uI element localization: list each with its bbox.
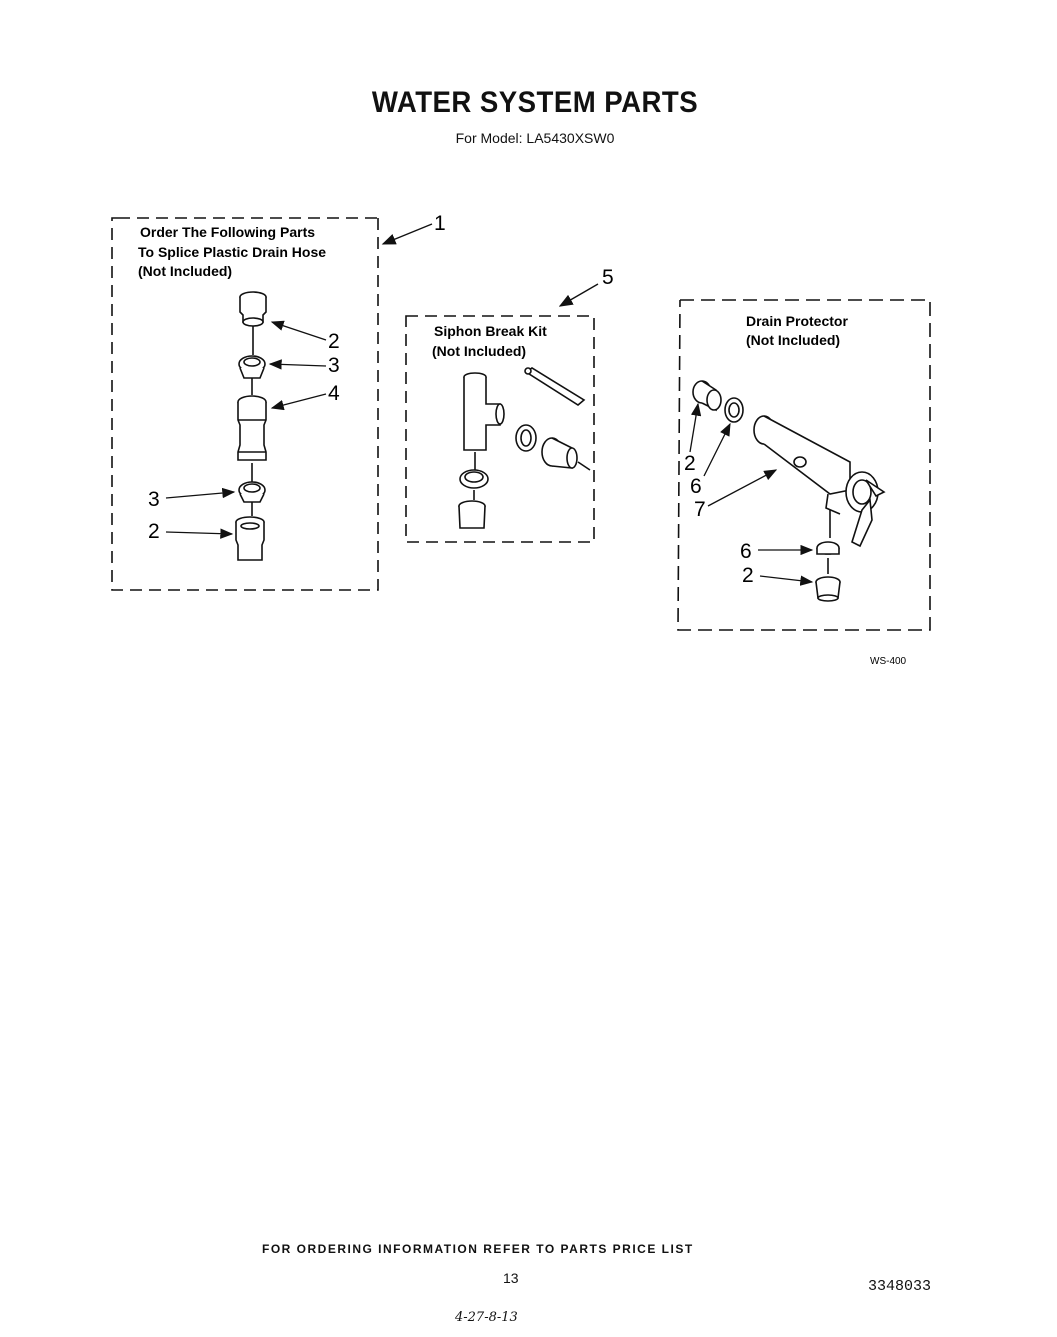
page-number: 13 (503, 1270, 519, 1286)
callout-splice-top-2: 2 (328, 330, 340, 353)
callout-drain-left-2: 2 (684, 452, 696, 475)
diagram-code: WS-400 (870, 656, 907, 667)
siphon-tie-strap (525, 368, 584, 405)
callout-splice-bottom-3: 3 (148, 488, 160, 511)
splice-adapter-top (240, 292, 266, 355)
callout-drain-left-6: 6 (690, 475, 702, 498)
ordering-note: FOR ORDERING INFORMATION REFER TO PARTS PRICE LIST (262, 1242, 694, 1256)
callout-5: 5 (602, 266, 614, 289)
splice-label-line2: To Splice Plastic Drain Hose (138, 244, 327, 260)
splice-adapter-bottom (236, 517, 264, 560)
drain-label-line1: Drain Protector (746, 313, 848, 329)
drain-ring-left (725, 398, 743, 422)
callout-splice-bottom-2: 2 (148, 520, 160, 543)
siphon-kit-group (406, 266, 614, 542)
callout-drain-bottom-6: 6 (740, 540, 752, 563)
callout-drain-7: 7 (694, 498, 706, 521)
siphon-end-cap (542, 438, 590, 470)
callout-splice-top-3: 3 (328, 354, 340, 377)
page-title: WATER SYSTEM PARTS (371, 86, 699, 119)
splice-clamp-top (239, 356, 265, 395)
document-number: 3348033 (868, 1278, 932, 1295)
splice-label-line1: Order The Following Parts (140, 224, 316, 240)
siphon-label-line2: (Not Included) (432, 343, 527, 359)
siphon-tee-fitting (464, 373, 504, 470)
siphon-ring (516, 425, 536, 451)
drain-protector-group (678, 300, 930, 630)
drain-label-line2: (Not Included) (746, 332, 841, 348)
drain-ring-bottom (817, 542, 839, 574)
splice-parts-group (112, 212, 446, 590)
drain-adapter-bottom (816, 577, 840, 601)
handwritten-note: 4-27-8-13 (455, 1310, 518, 1325)
callout-drain-bottom-2: 2 (742, 564, 754, 587)
callout-splice-4: 4 (328, 382, 340, 405)
splice-coupling (238, 396, 266, 482)
drain-protector-body (754, 416, 884, 546)
siphon-clamp (460, 470, 488, 500)
splice-label-line3: (Not Included) (138, 263, 233, 279)
model-subtitle: For Model: LA5430XSW0 (455, 130, 615, 146)
callout-1: 1 (434, 212, 446, 235)
siphon-label-line1: Siphon Break Kit (434, 323, 547, 339)
splice-clamp-bottom (239, 482, 265, 516)
siphon-adapter (459, 501, 485, 528)
